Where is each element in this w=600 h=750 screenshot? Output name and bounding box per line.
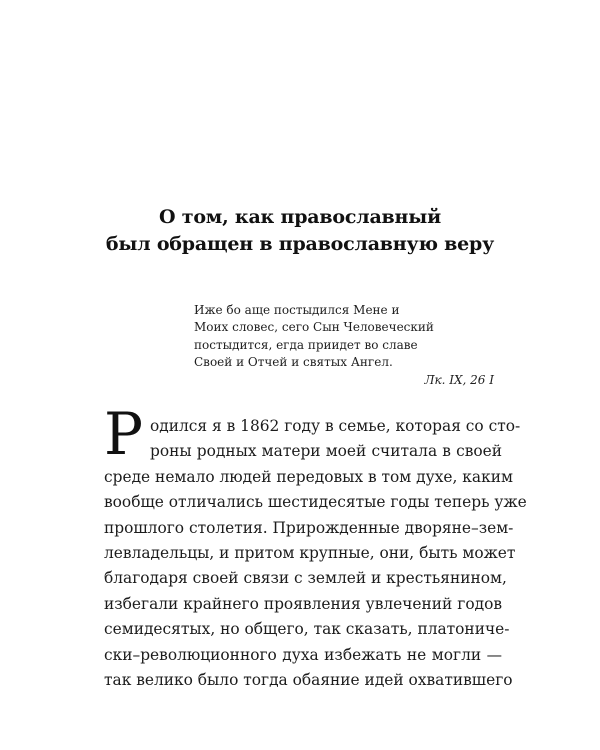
epigraph <box>194 302 494 389</box>
body-line: левладельцы, и притом крупные, они, быть может <box>104 543 516 562</box>
epigraph-line: Моих словес, сего Сын Человеческий <box>194 320 434 335</box>
body-line: прошлого столетия. Прирожденные дворяне–зем- <box>104 518 514 537</box>
epigraph-line: Иже бо аще постыдился Мене и <box>194 303 400 317</box>
body-line: одился я в 1862 году в семье, которая со сто- <box>150 417 521 435</box>
epigraph-source: Лк. IX, 26 I <box>424 372 494 387</box>
chapter-title-line-1: О том, как православный <box>158 206 441 228</box>
body-line: благодаря своей связи с землей и крестьянином, <box>104 569 507 588</box>
chapter-title <box>0 204 600 258</box>
body-line: ски–революционного духа избежать не могли — <box>104 645 502 664</box>
body-text <box>104 414 527 693</box>
body-line: так велико было тогда обаяние идей охватившего <box>104 670 513 689</box>
chapter-title-line-2: был обращен в православную веру <box>105 233 495 255</box>
body-line: избегали крайнего проявления увлечений годов <box>104 594 502 613</box>
body-line: среде немало людей передовых в том духе, каким <box>104 467 513 486</box>
body-line: роны родных матери моей считала в своей <box>150 442 502 461</box>
body-line: семидесятых, но общего, так сказать, платониче- <box>104 620 510 639</box>
body-line: вообще отличались шестидесятые годы теперь уже <box>104 493 527 512</box>
epigraph-line: Своей и Отчей и святых Ангел. <box>194 355 393 370</box>
epigraph-line: постыдится, егда приидет во славе <box>194 337 418 352</box>
drop-cap: Р <box>104 400 144 468</box>
